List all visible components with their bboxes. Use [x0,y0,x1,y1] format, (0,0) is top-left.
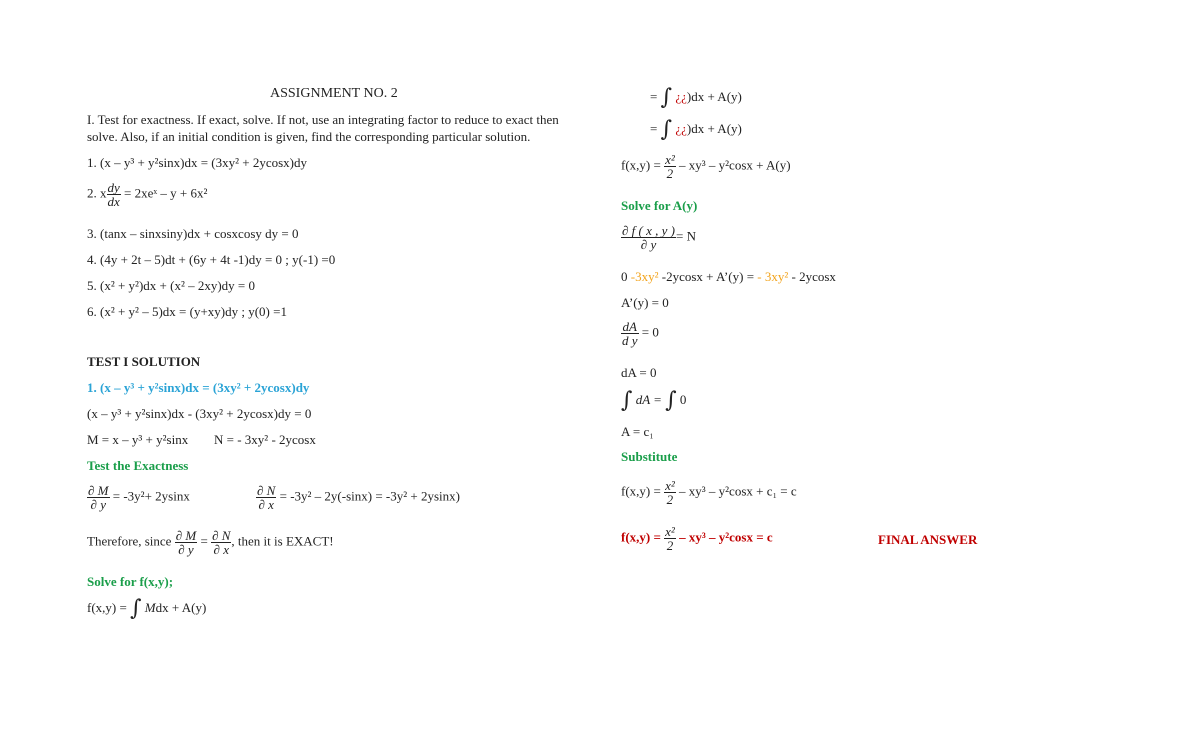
da-dy-fraction [621,320,639,347]
final-equation [621,525,773,552]
equals-prefix: = [650,120,658,136]
f-integral-rest: dx + A(y) [155,599,207,615]
integral-line-1 [650,87,742,109]
problem-1: 1. (x – y³ + y²sinx)dx = (3xy² + 2ycosx)dy [87,155,308,170]
x-squared-over-2 [664,525,676,552]
fraction-denominator: 2 [666,492,674,507]
therefore-suffix: , then it is EXACT! [231,533,334,549]
integral-sign-icon: ∫ [130,596,142,621]
fraction-denominator: ∂ y [640,237,657,252]
fraction-numerator: ∂ M [175,528,197,543]
fraction-denominator: 2 [666,166,674,181]
fraction-denominator: 2 [666,538,674,553]
dn-dx-fraction-2 [211,529,231,556]
fraction-numerator: ∂ M [88,483,109,498]
fraction-numerator: x² [665,524,675,539]
instructions-line-1: I. Test for exactness. If exact, solve. If not, use an integrating factor to reduce to exact then [87,112,559,127]
final-rest: – xy³ – y²cosx = c [679,529,773,545]
dn-dx-value: = -3y² – 2y(-sinx) = -3y² + 2ysinx) [279,488,460,504]
integral-da [621,390,686,412]
integral-sign-icon: ∫ [660,85,673,110]
fraction-numerator: dy [107,180,120,195]
integral-line-2-rest: )dx + A(y) [686,120,742,136]
integral-line-2 [650,119,742,141]
fraction-numerator: ∂ N [257,483,276,498]
final-answer-label: FINAL ANSWER [878,532,978,547]
fraction-denominator: d y [622,333,638,348]
problem-5: 5. (x² + y²)dx + (x² – 2xy)dy = 0 [87,278,256,293]
solve-a-heading: Solve for A(y) [621,198,698,213]
da-dy-rest: = 0 [641,324,659,340]
f-integral-expression [87,598,206,620]
dm-dy-fraction [87,484,110,511]
f-result-prefix: f(x,y) = [621,157,661,173]
m-definition: M = x – y³ + y²sinx [87,432,189,447]
cancelled-term-1: -3xy² [630,269,659,284]
therefore-prefix: Therefore, since [87,533,172,549]
assignment-title: ASSIGNMENT NO. 2 [270,86,398,101]
problem-2 [87,181,207,208]
a-prime-end: - 2ycosx [791,269,836,284]
rearranged-equation: (x – y³ + y²sinx)dx - (3xy² + 2ycosx)dy = 0 [87,406,312,421]
integral-sign-icon: ∫ [621,388,633,413]
df-dy-equation [621,224,696,251]
fraction-numerator: x² [665,152,675,167]
test-exactness-heading: Test the Exactness [87,458,189,473]
x-squared-over-2 [664,153,676,180]
substitute-heading: Substitute [621,449,678,464]
integral-da-right: 0 [679,391,687,407]
problem-2-prefix: 2. x [87,185,107,201]
a-prime-zero: A’(y) = 0 [621,295,669,310]
f-integral-prefix: f(x,y) = [87,599,127,615]
dm-dy-fraction-2 [175,529,198,556]
equals-prefix: = [650,88,658,104]
cancelled-term-2: - 3xy² [757,269,789,284]
solution-problem: 1. (x – y³ + y²sinx)dx = (3xy² + 2ycosx)dy [87,380,310,395]
a-prime-equation [621,269,836,285]
da-zero: dA = 0 [621,365,657,380]
df-dy-rest: = N [675,228,696,244]
fraction-denominator: ∂ x [258,497,274,512]
fraction-denominator: ∂ y [178,542,194,557]
fraction-numerator: x² [665,478,675,493]
df-dy-fraction [621,224,676,251]
zero-term: 0 [621,269,628,284]
f-result [621,153,791,180]
da-dy-equation [621,320,659,347]
dy-dx-fraction [107,181,121,208]
sub-rest: – xy³ – y²cosx + c₁ = c [679,483,797,499]
unrendered-glyphs: ¿¿ [675,88,687,104]
exactness-conclusion [87,529,334,556]
fraction-denominator: dx [107,194,120,209]
a-equals-c1: A = c₁ [621,424,654,439]
n-definition: N = - 3xy² - 2ycosx [214,432,316,447]
integral-da-left: dA = [635,391,662,407]
f-result-rest: – xy³ – y²cosx + A(y) [679,157,791,173]
dn-dx-expression [256,484,460,511]
fraction-denominator: ∂ x [213,542,229,557]
solution-heading: TEST I SOLUTION [87,354,201,369]
problem-2-rest: = 2xeˣ – y + 6x² [124,185,208,201]
problem-4: 4. (4y + 2t – 5)dt + (6y + 4t -1)dy = 0 ; y(-1) =0 [87,252,336,267]
problem-6: 6. (x² + y² – 5)dx = (y+xy)dy ; y(0) =1 [87,304,287,319]
fraction-numerator: ∂ N [212,528,231,543]
integral-sign-icon: ∫ [665,388,677,413]
equals-sign: = [200,533,208,549]
solve-f-heading: Solve for f(x,y); [87,574,174,589]
substituted-equation [621,479,797,506]
dn-dx-fraction [256,484,276,511]
integral-sign-icon: ∫ [660,117,673,142]
dm-dy-expression [87,484,190,511]
dm-dy-value: = -3y²+ 2ysinx [112,488,190,504]
unrendered-glyphs: ¿¿ [675,120,687,136]
fraction-numerator: dA [622,319,637,334]
final-prefix: f(x,y) = [621,529,661,545]
fraction-denominator: ∂ y [90,497,106,512]
x-squared-over-2 [664,479,676,506]
integral-line-1-rest: )dx + A(y) [686,88,742,104]
sub-prefix: f(x,y) = [621,483,661,499]
f-integral-m: M [144,599,156,615]
problem-3: 3. (tanx – sinxsiny)dx + cosxcosy dy = 0 [87,226,299,241]
fraction-numerator: ∂ f ( x , y ) [622,223,675,238]
a-prime-mid: -2ycosx + A’(y) = [661,269,755,284]
instructions-line-2: solve. Also, if an initial condition is given, find the corresponding particular solution. [87,129,531,144]
